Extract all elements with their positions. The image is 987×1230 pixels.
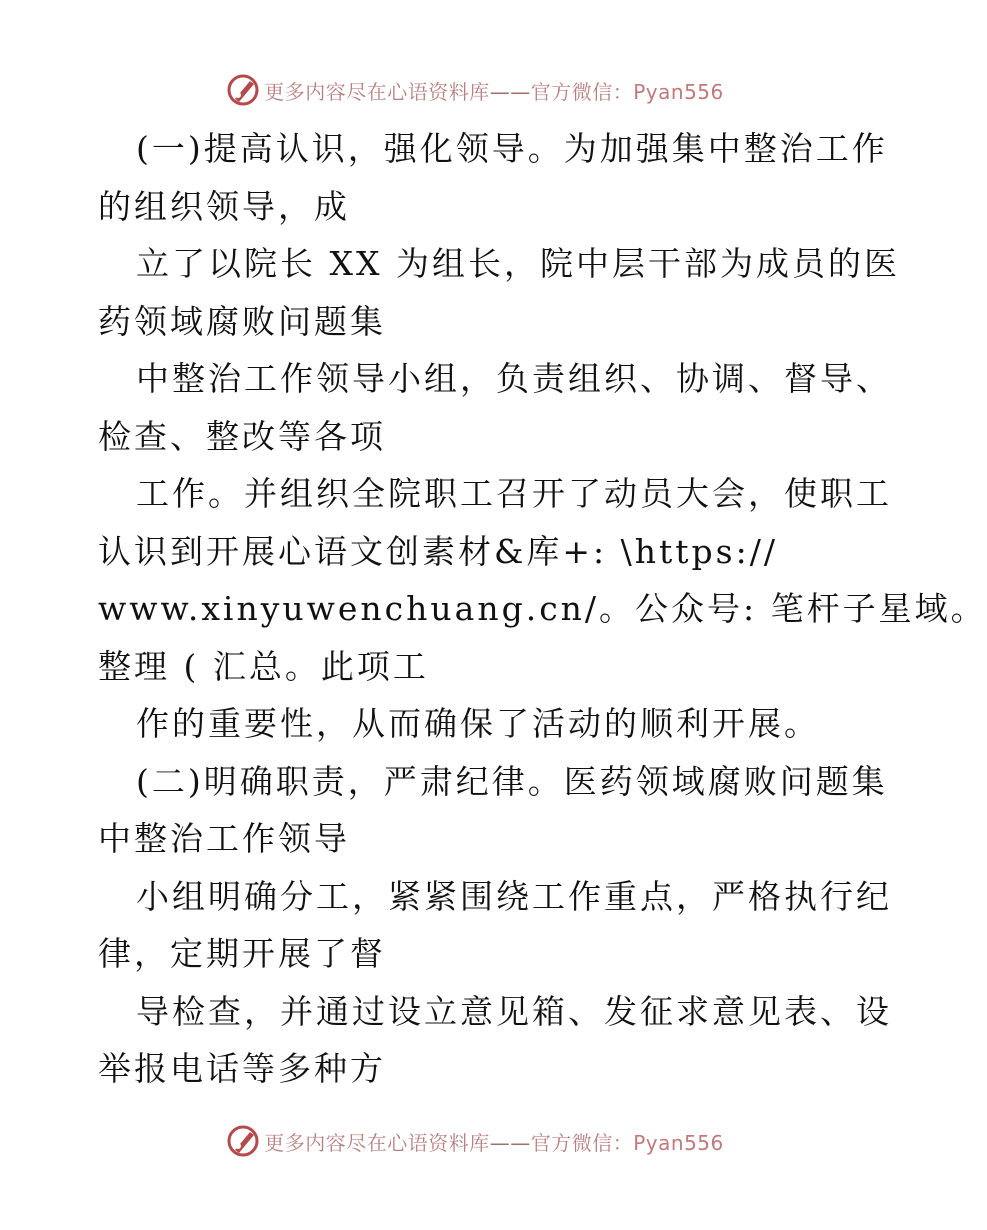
text-line: 律，定期开展了督 xyxy=(98,934,386,973)
text-line: 中整治工作领导小组，负责组织、协调、督导、 xyxy=(136,359,892,398)
text-line: www.xinyuwenchuang.cn/。公众号: 笔杆子星域。 xyxy=(98,589,987,628)
banner-contact-id: Pyan556 xyxy=(633,1130,724,1155)
text-line: 中整治工作领导 xyxy=(98,819,350,858)
text-line: 立了以院长 XX 为组长，院中层干部为成员的医 xyxy=(136,244,900,283)
text-line: (二)明确职责，严肃纪律。医药领域腐败问题集 xyxy=(136,761,888,801)
footer-banner xyxy=(0,1121,950,1161)
banner-contact-label: 官方微信： xyxy=(530,1130,634,1155)
banner-text xyxy=(264,1127,724,1156)
text-line: (一)提高认识，强化领导。为加强集中整治工作 xyxy=(136,129,888,168)
text-line: 的组织领导，成 xyxy=(98,186,350,226)
banner-separator: —— xyxy=(489,79,531,104)
banner-text xyxy=(264,76,724,105)
header-banner xyxy=(0,70,950,110)
pen-logo-icon xyxy=(226,1124,260,1158)
text-line: 整理 ( 汇总。此项工 xyxy=(98,646,429,686)
banner-separator: —— xyxy=(489,1130,531,1155)
text-line: 小组明确分工，紧紧围绕工作重点，严格执行纪 xyxy=(136,876,892,916)
banner-contact-id: Pyan556 xyxy=(633,79,724,104)
text-line: 作的重要性，从而确保了活动的顺利开展。 xyxy=(136,704,820,743)
text-line: 工作。并组织全院职工召开了动员大会，使职工 xyxy=(136,474,892,513)
pen-logo-icon xyxy=(226,73,260,107)
text-line: 检查、整改等各项 xyxy=(98,416,386,456)
banner-slogan: 更多内容尽在心语资料库 xyxy=(264,79,490,104)
text-line: 药领域腐败问题集 xyxy=(98,301,386,341)
text-line: 导检查，并通过设立意见箱、发征求意见表、设 xyxy=(136,991,892,1031)
text-line: 举报电话等多种方 xyxy=(98,1049,386,1088)
banner-contact-label: 官方微信： xyxy=(530,79,634,104)
banner-slogan: 更多内容尽在心语资料库 xyxy=(264,1130,490,1155)
document-body xyxy=(98,120,987,1098)
text-line: 认识到开展心语文创素材&库+: \https:// xyxy=(98,531,778,571)
